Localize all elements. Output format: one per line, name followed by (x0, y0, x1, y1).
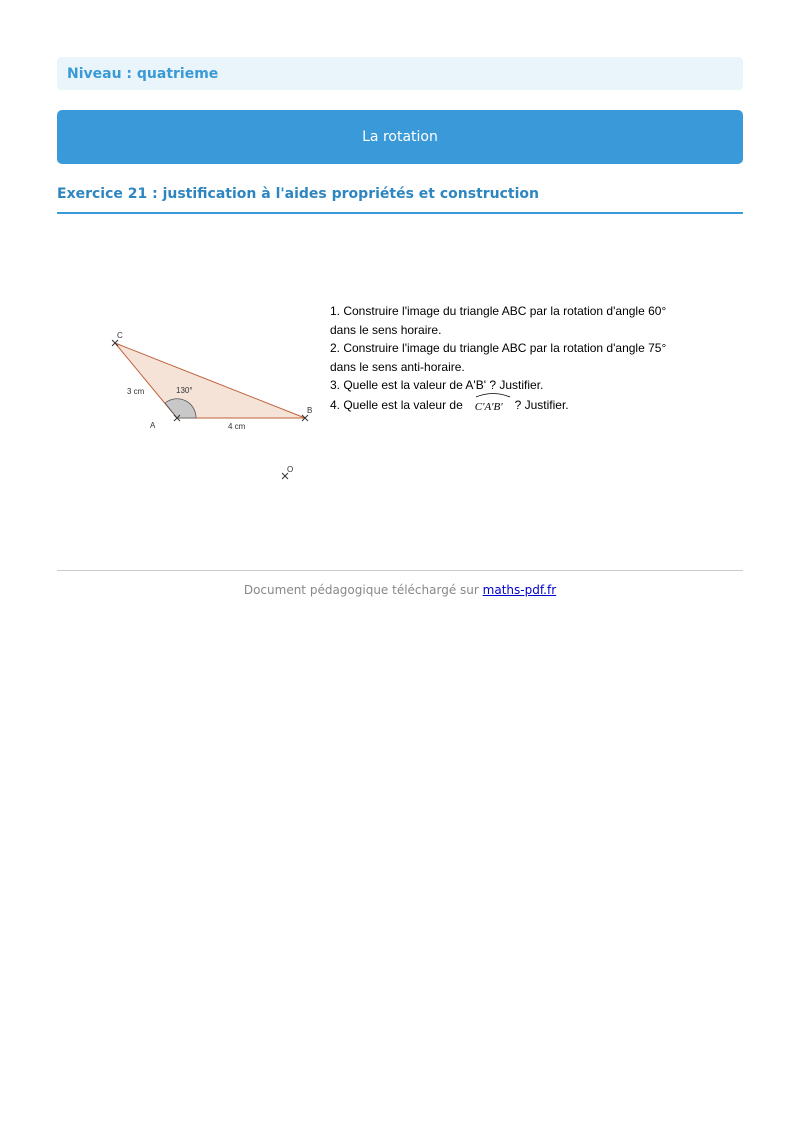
label-angle-a: 130° (176, 386, 193, 395)
level-banner (57, 57, 743, 90)
label-side-ac: 3 cm (127, 387, 145, 396)
questions-block (330, 302, 666, 416)
angle-expression-text: C'A'B' (474, 400, 503, 413)
label-o: O (287, 465, 294, 474)
question-1-line-2: dans le sens horaire. (330, 322, 442, 337)
footer (57, 583, 743, 597)
label-side-ab: 4 cm (228, 422, 246, 431)
question-4-suffix: ? Justifier. (514, 398, 569, 412)
triangle-figure (100, 320, 320, 490)
lesson-title-banner (57, 110, 743, 164)
question-1-line-1: 1. Construire l'image du triangle ABC par la rotation d'angle 60° (330, 304, 667, 318)
label-b: B (307, 406, 313, 415)
level-label: Niveau : quatrieme (67, 65, 219, 82)
question-4-text: 4. Quelle est la valeur de (330, 398, 463, 412)
triangle-abc (115, 343, 305, 418)
point-c-cross (112, 340, 118, 346)
label-c: C (117, 331, 123, 340)
question-4 (330, 395, 666, 417)
footer-link[interactable]: maths-pdf.fr (482, 583, 557, 597)
exercise-title: Exercice 21 : justification à l'aides propriétés et construction (57, 186, 540, 202)
angle-hat-icon (475, 392, 511, 398)
exercise-title-underline (57, 212, 743, 214)
angle-expression (475, 395, 503, 417)
question-3: 3. Quelle est la valeur de A'B' ? Justifier. (330, 378, 544, 392)
footer-text: Document pédagogique téléchargé sur (243, 583, 479, 597)
question-2-line-2: dans le sens anti-horaire. (330, 359, 465, 374)
label-a: A (150, 421, 156, 430)
footer-divider (57, 570, 743, 571)
lesson-title: La rotation (362, 129, 438, 145)
question-2-line-1: 2. Construire l'image du triangle ABC par la rotation d'angle 75° (330, 341, 667, 355)
